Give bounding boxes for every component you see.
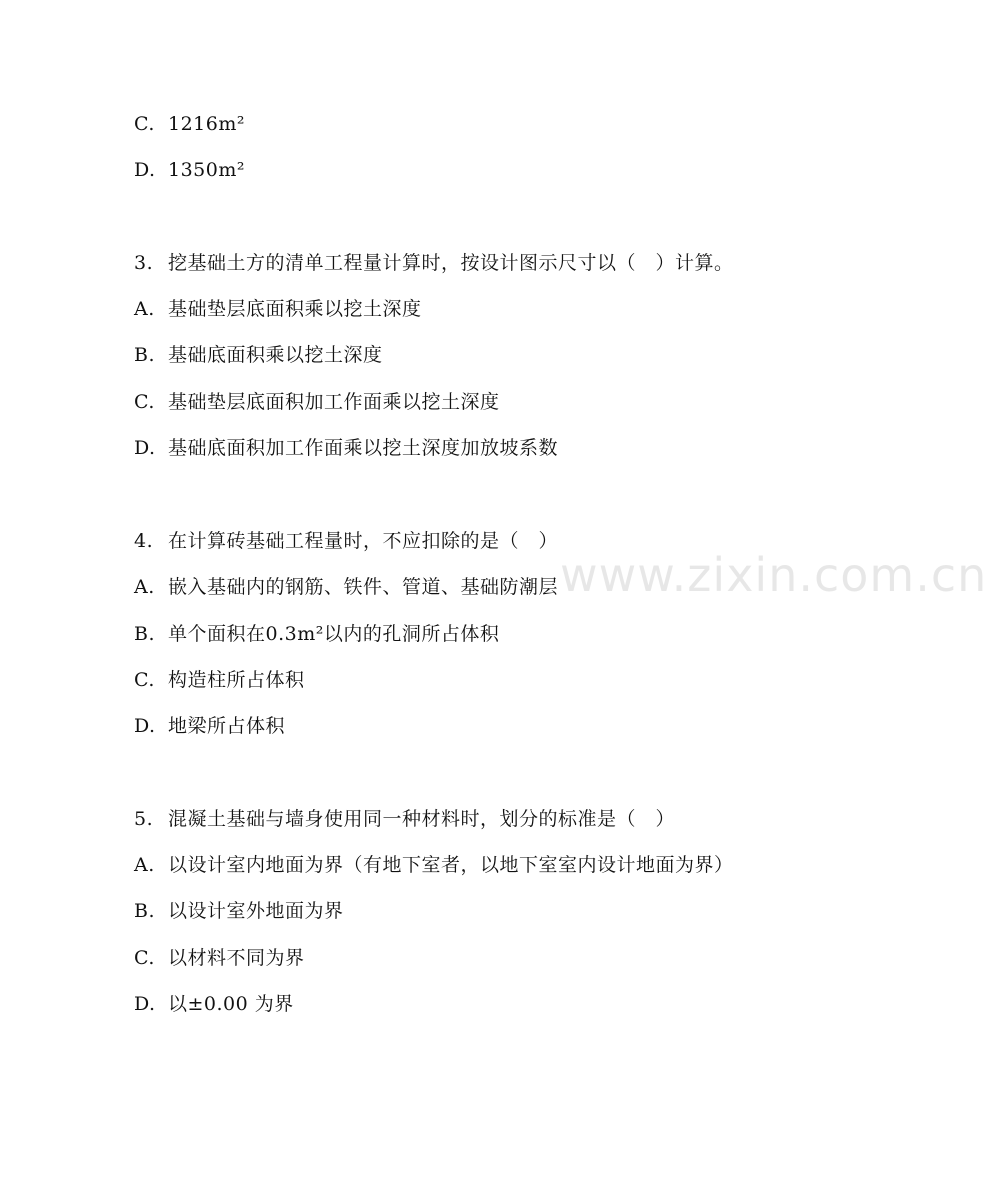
option-text: 基础底面积加工作面乘以挖土深度加放坡系数 — [168, 437, 559, 459]
question-stem: 在计算砖基础工程量时，不应扣除的是（ ） — [168, 530, 559, 552]
option-label: B. — [134, 623, 156, 645]
option-text: 1350m² — [168, 159, 245, 181]
option-label: C. — [134, 391, 155, 413]
watermark: www.zixin.com.cn — [560, 548, 987, 602]
option-label: C. — [134, 669, 155, 691]
option-text: 1216m² — [168, 113, 245, 135]
option-text: 以±0.00 为界 — [168, 993, 294, 1015]
option-text: 嵌入基础内的钢筋、铁件、管道、基础防潮层 — [168, 576, 559, 598]
option-label: D. — [134, 437, 156, 459]
option-text: 以材料不同为界 — [168, 947, 305, 969]
q3-option-d — [134, 436, 558, 460]
q4-option-d — [134, 714, 285, 738]
q3-stem — [134, 251, 734, 275]
option-label: A. — [134, 298, 155, 320]
option-text: 基础垫层底面积加工作面乘以挖土深度 — [168, 391, 500, 413]
option-text: 以设计室内地面为界（有地下室者，以地下室室内设计地面为界） — [168, 854, 734, 876]
option-label: C. — [134, 113, 155, 135]
option-label: D. — [134, 715, 156, 737]
option-label: B. — [134, 900, 156, 922]
q4-stem — [134, 529, 558, 553]
question-number: 3. — [134, 252, 154, 274]
option-text: 基础底面积乘以挖土深度 — [168, 344, 383, 366]
q4-option-b — [134, 622, 499, 646]
option-label: D. — [134, 993, 156, 1015]
option-label: A. — [134, 576, 155, 598]
q5-option-d — [134, 992, 294, 1016]
option-text: 以设计室外地面为界 — [168, 900, 344, 922]
option-label: D. — [134, 159, 156, 181]
option-label: A. — [134, 854, 155, 876]
option-text: 单个面积在0.3m²以内的孔洞所占体积 — [168, 623, 500, 645]
q4-option-a — [134, 575, 558, 599]
q5-option-b — [134, 899, 344, 923]
q5-option-c — [134, 946, 305, 970]
question-number: 4. — [134, 530, 154, 552]
option-label: C. — [134, 947, 155, 969]
question-stem: 混凝土基础与墙身使用同一种材料时，划分的标准是（ ） — [168, 808, 676, 830]
q2-option-c — [134, 112, 245, 136]
q3-option-b — [134, 343, 383, 367]
option-text: 基础垫层底面积乘以挖土深度 — [168, 298, 422, 320]
option-text: 构造柱所占体积 — [168, 669, 305, 691]
question-number: 5. — [134, 808, 154, 830]
q5-option-a — [134, 853, 734, 877]
option-text: 地梁所占体积 — [168, 715, 286, 737]
q4-option-c — [134, 668, 305, 692]
q3-option-c — [134, 390, 500, 414]
q3-option-a — [134, 297, 422, 321]
q5-stem — [134, 807, 675, 831]
option-label: B. — [134, 344, 156, 366]
q2-option-d — [134, 158, 245, 182]
question-stem: 挖基础土方的清单工程量计算时，按设计图示尺寸以（ ）计算。 — [168, 252, 734, 274]
